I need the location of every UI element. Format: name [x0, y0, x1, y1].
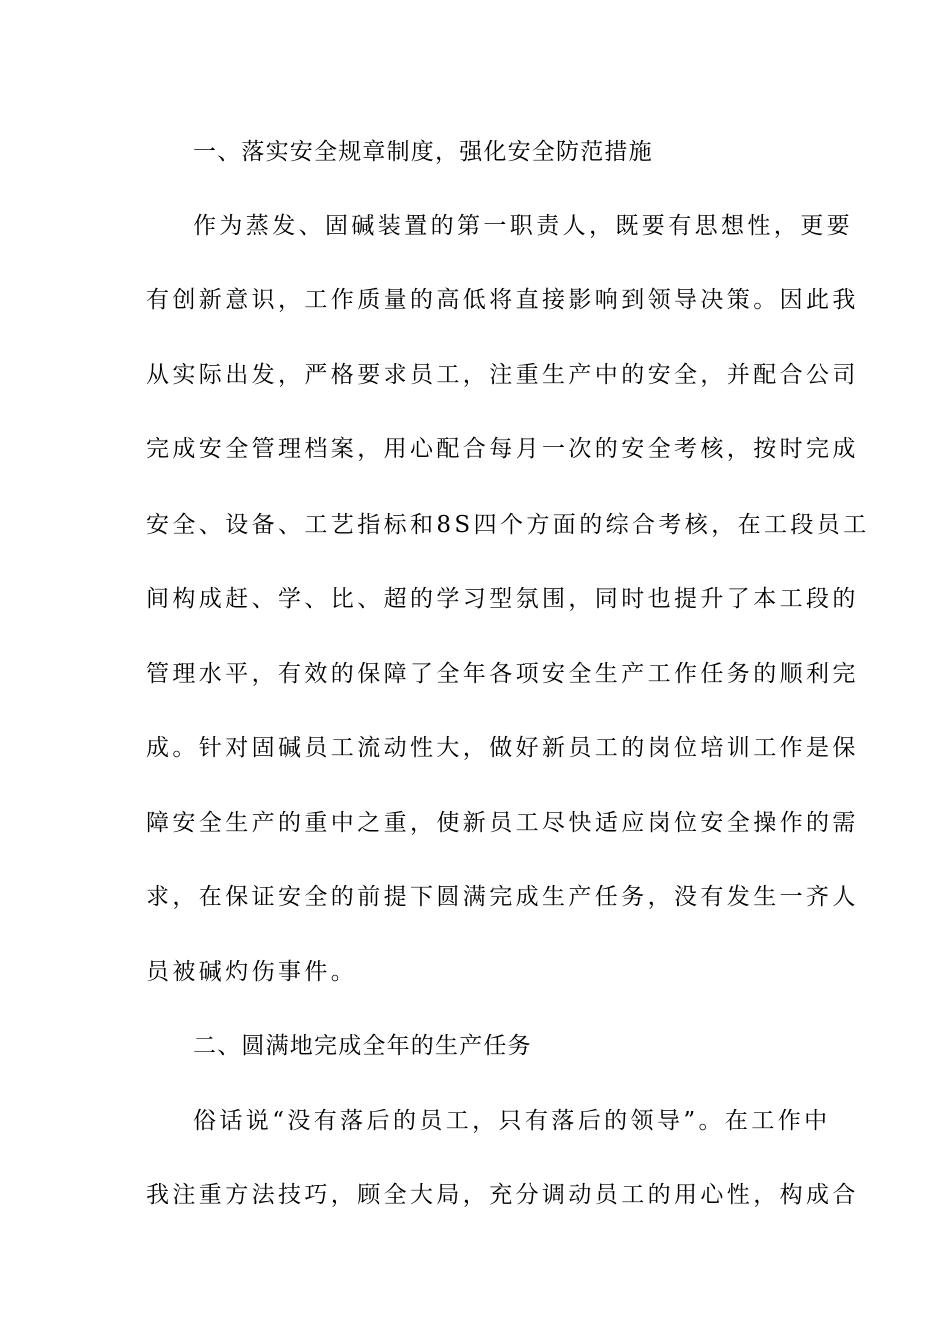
paragraph-line: 俗话说“没有落后的员工，只有落后的领导”。在工作中 — [193, 1108, 831, 1134]
paragraph-line: 间构成赶、学、比、超的学习型氛围，同时也提升了本工段的 — [146, 586, 859, 612]
paragraph-line: 作为蒸发、固碱装置的第一职责人，既要有思想性，更要 — [193, 213, 853, 239]
paragraph-line: 员被碱灼伤事件。 — [146, 959, 358, 985]
paragraph-line: 我注重方法技巧，顾全大局，充分调动员工的用心性，构成合 — [146, 1182, 859, 1208]
paragraph-line: 成。针对固碱员工流动性大，做好新员工的岗位培训工作是保 — [146, 735, 859, 761]
section-heading-1: 一、落实安全规章制度，强化安全防范措施 — [193, 139, 653, 165]
paragraph-line: 有创新意识，工作质量的高低将直接影响到领导决策。因此我 — [146, 287, 859, 313]
section-heading-2: 二、圆满地完成全年的生产任务 — [193, 1033, 532, 1059]
paragraph-line: 管理水平，有效的保障了全年各项安全生产工作任务的顺利完 — [146, 661, 859, 687]
paragraph-line: 障安全生产的重中之重，使新员工尽快适应岗位安全操作的需 — [146, 810, 859, 836]
paragraph-line: 从实际出发，严格要求员工，注重生产中的安全，并配合公司 — [146, 362, 859, 388]
paragraph-line: 完成安全管理档案，用心配合每月一次的安全考核，按时完成 — [146, 436, 859, 462]
paragraph-line: 安全、设备、工艺指标和8S四个方面的综合考核，在工段员工 — [146, 512, 870, 538]
paragraph-line: 求，在保证安全的前提下圆满完成生产任务，没有发生一齐人 — [146, 884, 859, 910]
